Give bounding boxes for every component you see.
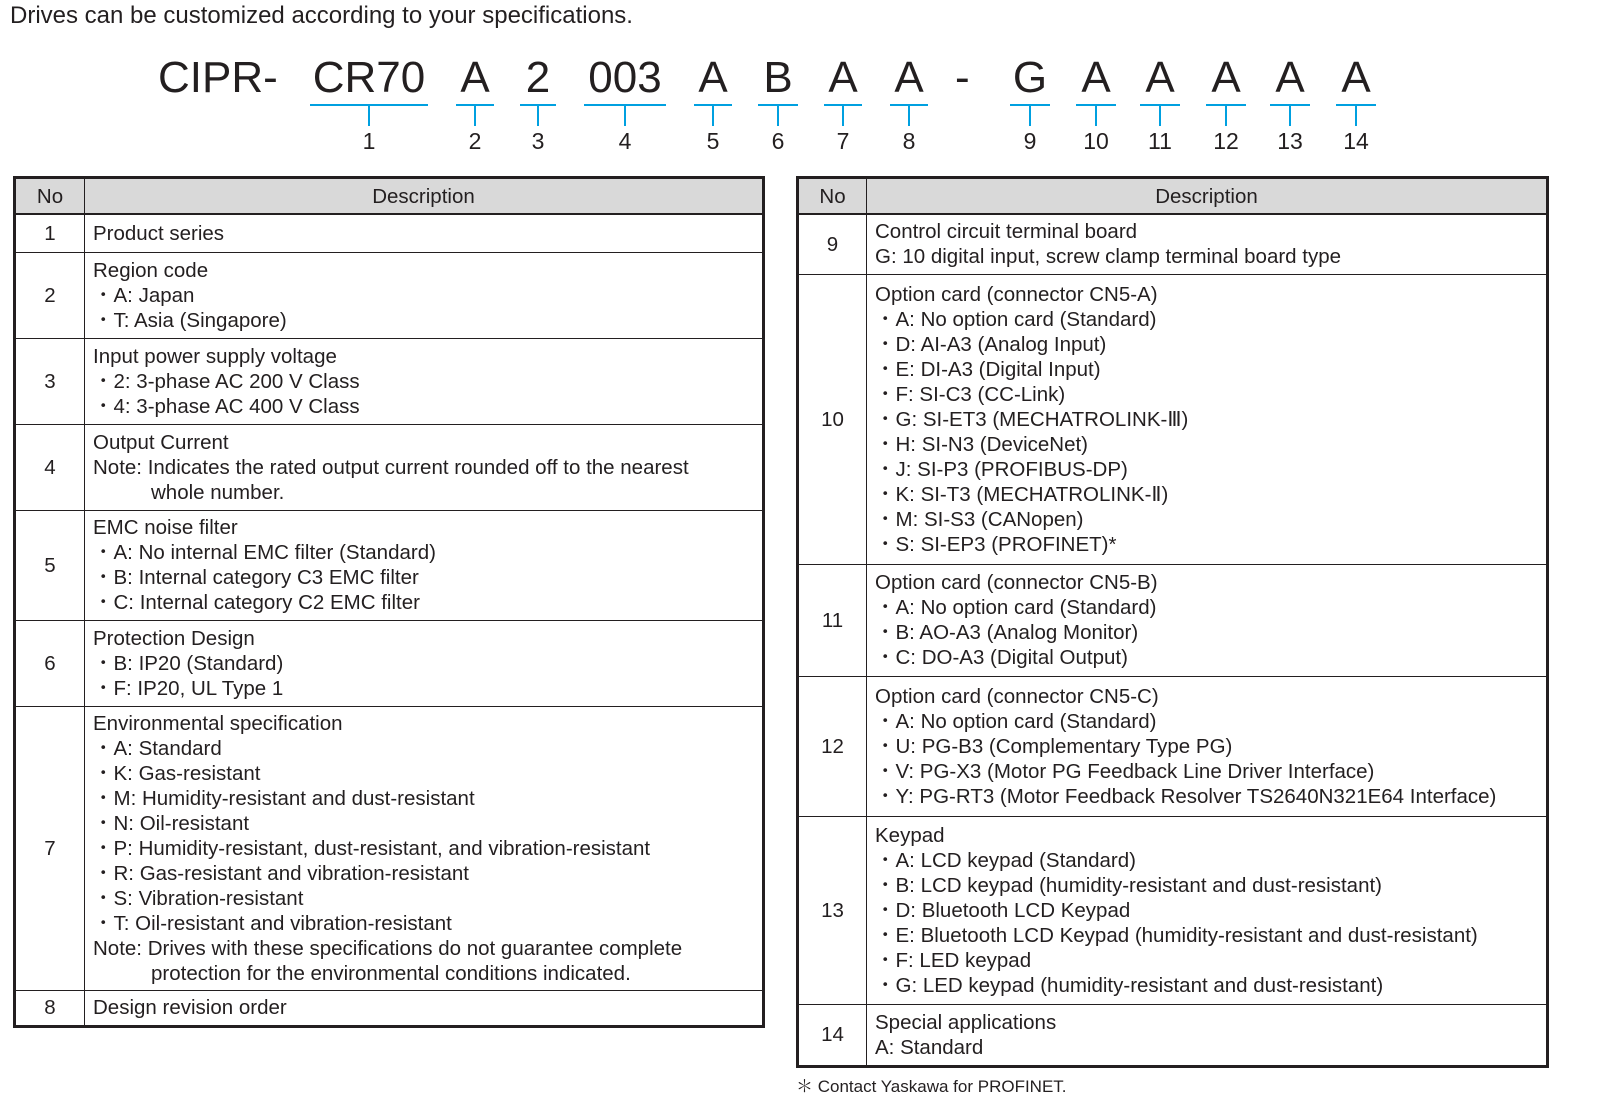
row-title: Option card (connector CN5-A) bbox=[875, 282, 1158, 306]
row-title: Control circuit terminal board bbox=[875, 220, 1138, 244]
row-detail-line: whole number. bbox=[151, 480, 285, 504]
segment-tick bbox=[1029, 106, 1031, 126]
table-row bbox=[15, 620, 764, 706]
right-spec-table bbox=[796, 176, 1549, 1068]
header-description: Description bbox=[867, 178, 1548, 215]
row-detail-line: ・F: LED keypad bbox=[875, 948, 1032, 972]
segment-code: G bbox=[1012, 53, 1048, 102]
row-number: 8 bbox=[15, 990, 85, 1026]
table-row bbox=[798, 274, 1548, 564]
row-detail-line: ・A: No option card (Standard) bbox=[875, 709, 1157, 733]
row-detail-line: ・B: AO-A3 (Analog Monitor) bbox=[875, 621, 1139, 644]
segment-tick bbox=[537, 106, 539, 126]
model-segment bbox=[1336, 52, 1376, 162]
row-number: 2 bbox=[15, 252, 85, 338]
model-segment bbox=[584, 52, 666, 162]
row-description bbox=[85, 252, 764, 338]
model-segment bbox=[1270, 52, 1310, 162]
segment-tick bbox=[368, 106, 370, 126]
segment-number: 1 bbox=[362, 128, 376, 154]
model-segment bbox=[310, 52, 428, 162]
segment-code: A bbox=[1081, 53, 1111, 102]
row-detail-line: ・M: Humidity-resistant and dust-resistant bbox=[93, 786, 475, 810]
row-title: EMC noise filter bbox=[93, 516, 238, 539]
segment-code: A bbox=[894, 53, 924, 102]
table-row bbox=[15, 990, 764, 1026]
row-detail-line: ・B: LCD keypad (humidity-resistant and dust-resistant) bbox=[875, 873, 1383, 897]
segment-code: B bbox=[763, 53, 793, 102]
row-number: 5 bbox=[15, 510, 85, 620]
row-title: Region code bbox=[93, 258, 209, 282]
segment-number: 4 bbox=[618, 128, 632, 154]
segment-code: A bbox=[1275, 53, 1305, 102]
segment-number: 14 bbox=[1343, 128, 1369, 154]
row-description bbox=[867, 1004, 1548, 1066]
row-detail-line: ・D: Bluetooth LCD Keypad bbox=[875, 898, 1131, 922]
segment-tick bbox=[624, 106, 626, 126]
row-number: 1 bbox=[15, 214, 85, 252]
row-number: 12 bbox=[798, 676, 867, 816]
segment-code: 003 bbox=[588, 53, 662, 102]
segment-number: 9 bbox=[1023, 128, 1037, 154]
row-number: 13 bbox=[798, 816, 867, 1004]
row-detail-line: ・J: SI-P3 (PROFIBUS-DP) bbox=[875, 457, 1128, 481]
row-detail-line: ・S: Vibration-resistant bbox=[93, 886, 304, 910]
row-detail-line: ・H: SI-N3 (DeviceNet) bbox=[875, 432, 1089, 456]
model-segment bbox=[1010, 52, 1050, 162]
row-detail-line: ・E: DI-A3 (Digital Input) bbox=[875, 357, 1101, 381]
segment-code: A bbox=[1341, 53, 1371, 102]
row-detail-line: protection for the environmental conditions indicated. bbox=[151, 961, 631, 985]
row-detail-line: ・F: SI-C3 (CC-Link) bbox=[875, 382, 1066, 406]
segment-code: 2 bbox=[525, 53, 551, 102]
segment-code: A bbox=[1211, 53, 1241, 102]
segment-tick bbox=[474, 106, 476, 126]
row-detail-line: ・A: No option card (Standard) bbox=[875, 307, 1157, 331]
row-title: Special applications bbox=[875, 1010, 1057, 1034]
table-row bbox=[15, 214, 764, 252]
row-description bbox=[867, 214, 1548, 274]
header-no: No bbox=[798, 178, 867, 215]
table-row bbox=[798, 214, 1548, 274]
row-detail-line: ・P: Humidity-resistant, dust-resistant, and vibration-resistant bbox=[93, 836, 651, 860]
row-detail-line: ・A: Japan bbox=[93, 283, 195, 307]
header-no: No bbox=[15, 178, 85, 215]
row-detail-line: ・A: LCD keypad (Standard) bbox=[875, 848, 1136, 872]
model-segment bbox=[758, 52, 798, 162]
segment-tick bbox=[1355, 106, 1357, 126]
row-detail-line: ・C: Internal category C2 EMC filter bbox=[93, 591, 420, 614]
row-number: 9 bbox=[798, 214, 867, 274]
table-row bbox=[15, 338, 764, 424]
row-description bbox=[867, 816, 1548, 1004]
row-title: Option card (connector CN5-B) bbox=[875, 571, 1158, 594]
row-number: 10 bbox=[798, 274, 867, 564]
model-segment bbox=[694, 52, 732, 162]
model-prefix: CIPR- bbox=[158, 53, 278, 102]
row-detail-line: ・N: Oil-resistant bbox=[93, 811, 250, 835]
row-title: Input power supply voltage bbox=[93, 344, 337, 368]
segment-number: 12 bbox=[1213, 128, 1239, 154]
row-detail-line: ・G: LED keypad (humidity-resistant and dust-resistant) bbox=[875, 973, 1384, 997]
model-segment bbox=[1140, 52, 1180, 162]
segment-tick bbox=[1159, 106, 1161, 126]
row-description bbox=[85, 510, 764, 620]
segment-tick bbox=[1225, 106, 1227, 126]
segment-code: CR70 bbox=[312, 53, 426, 102]
row-description bbox=[85, 214, 764, 252]
segment-code: A bbox=[698, 53, 728, 102]
row-detail-line: ・V: PG-X3 (Motor PG Feedback Line Driver Interface) bbox=[875, 759, 1375, 783]
row-detail-line: ・T: Oil-resistant and vibration-resistant bbox=[93, 911, 452, 935]
model-separator: - bbox=[955, 53, 970, 102]
row-detail-line: ・D: AI-A3 (Analog Input) bbox=[875, 332, 1107, 356]
table-row bbox=[15, 510, 764, 620]
model-number-diagram bbox=[0, 0, 1600, 160]
table-row bbox=[15, 252, 764, 338]
row-detail-line: ・C: DO-A3 (Digital Output) bbox=[875, 646, 1128, 669]
segment-code: A bbox=[828, 53, 858, 102]
row-title: Environmental specification bbox=[93, 711, 343, 735]
row-description bbox=[85, 620, 764, 706]
model-segment bbox=[456, 52, 494, 162]
row-detail-line: ・M: SI-S3 (CANopen) bbox=[875, 507, 1084, 531]
intro-text: Drives can be customized according to your specifications. bbox=[10, 2, 633, 29]
row-detail-line: ・Y: PG-RT3 (Motor Feedback Resolver TS2640N321E64 Interface) bbox=[875, 784, 1497, 808]
row-description bbox=[85, 706, 764, 990]
table-row bbox=[798, 1004, 1548, 1066]
segment-code: A bbox=[460, 53, 490, 102]
model-segment bbox=[1076, 52, 1116, 162]
segment-number: 2 bbox=[468, 128, 482, 154]
row-detail-line: Note: Indicates the rated output current rounded off to the nearest bbox=[93, 455, 689, 479]
row-detail-line: ・E: Bluetooth LCD Keypad (humidity-resistant and dust-resistant) bbox=[875, 923, 1478, 947]
row-description bbox=[85, 424, 764, 510]
table-row bbox=[798, 676, 1548, 816]
left-spec-table bbox=[13, 176, 765, 1028]
row-description bbox=[867, 274, 1548, 564]
segment-tick bbox=[1095, 106, 1097, 126]
row-detail-line: ・B: IP20 (Standard) bbox=[93, 651, 284, 675]
row-detail-line: ・G: SI-ET3 (MECHATROLINK-Ⅲ) bbox=[875, 407, 1189, 431]
row-detail-line: ・A: No internal EMC filter (Standard) bbox=[93, 541, 436, 564]
row-detail-line: ・R: Gas-resistant and vibration-resistant bbox=[93, 861, 469, 885]
row-title: Output Current bbox=[93, 430, 229, 454]
header-description: Description bbox=[85, 178, 764, 215]
table-row bbox=[15, 706, 764, 990]
row-title: Option card (connector CN5-C) bbox=[875, 684, 1159, 708]
segment-number: 10 bbox=[1083, 128, 1109, 154]
segment-tick bbox=[712, 106, 714, 126]
segment-number: 7 bbox=[836, 128, 850, 154]
row-title: Product series bbox=[93, 221, 225, 245]
row-number: 3 bbox=[15, 338, 85, 424]
model-segment bbox=[824, 52, 862, 162]
model-segment bbox=[1206, 52, 1246, 162]
segment-tick bbox=[842, 106, 844, 126]
row-description bbox=[85, 338, 764, 424]
row-detail-line: ・A: No option card (Standard) bbox=[875, 596, 1157, 619]
row-number: 6 bbox=[15, 620, 85, 706]
segment-tick bbox=[1289, 106, 1291, 126]
row-detail-line: ・K: Gas-resistant bbox=[93, 761, 261, 785]
segment-code: A bbox=[1145, 53, 1175, 102]
row-detail-line: ・B: Internal category C3 EMC filter bbox=[93, 566, 419, 589]
segment-number: 3 bbox=[531, 128, 545, 154]
row-detail-line: ・K: SI-T3 (MECHATROLINK-Ⅱ) bbox=[875, 482, 1169, 506]
row-detail-line: ・F: IP20, UL Type 1 bbox=[93, 676, 284, 700]
row-detail-line: A: Standard bbox=[875, 1035, 984, 1059]
segment-number: 6 bbox=[771, 128, 785, 154]
footnote: ＊ Contact Yaskawa for PROFINET. bbox=[796, 1077, 1067, 1096]
row-detail-line: Note: Drives with these specifications do not guarantee complete bbox=[93, 936, 683, 960]
row-description bbox=[867, 564, 1548, 676]
segment-number: 11 bbox=[1148, 128, 1172, 154]
row-number: 11 bbox=[798, 564, 867, 676]
row-title: Design revision order bbox=[93, 996, 287, 1019]
row-description bbox=[85, 990, 764, 1026]
segment-number: 13 bbox=[1277, 128, 1303, 154]
row-title: Keypad bbox=[875, 823, 945, 847]
row-number: 7 bbox=[15, 706, 85, 990]
row-detail-line: ・4: 3-phase AC 400 V Class bbox=[93, 394, 360, 418]
row-detail-line: ・S: SI-EP3 (PROFINET)* bbox=[875, 532, 1117, 556]
row-title: Protection Design bbox=[93, 626, 255, 650]
row-number: 14 bbox=[798, 1004, 867, 1066]
segment-tick bbox=[908, 106, 910, 126]
table-row bbox=[15, 424, 764, 510]
row-detail-line: ・U: PG-B3 (Complementary Type PG) bbox=[875, 734, 1233, 758]
row-detail-line: ・2: 3-phase AC 200 V Class bbox=[93, 369, 360, 393]
row-detail-line: G: 10 digital input, screw clamp terminal board type bbox=[875, 245, 1342, 269]
row-description bbox=[867, 676, 1548, 816]
row-detail-line: ・T: Asia (Singapore) bbox=[93, 308, 287, 332]
segment-number: 8 bbox=[902, 128, 916, 154]
table-row bbox=[798, 564, 1548, 676]
row-detail-line: ・A: Standard bbox=[93, 736, 222, 760]
segment-tick bbox=[777, 106, 779, 126]
model-segment bbox=[520, 52, 556, 162]
model-segment bbox=[890, 52, 928, 162]
row-number: 4 bbox=[15, 424, 85, 510]
segment-number: 5 bbox=[706, 128, 720, 154]
table-row bbox=[798, 816, 1548, 1004]
